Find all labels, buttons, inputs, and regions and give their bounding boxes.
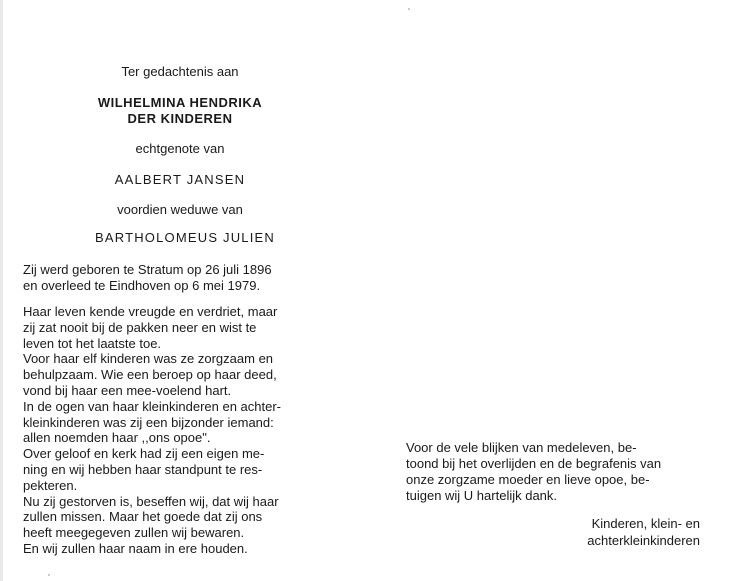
text-line: En wij zullen haar naam in ere houden. bbox=[23, 540, 248, 556]
widow-intro: voordien weduwe van bbox=[117, 202, 243, 217]
text-line: heeft meegegeven zullen wij bewaren. bbox=[23, 525, 245, 541]
thanks-line: toond bij het overlijden en de begrafenis van bbox=[406, 456, 662, 471]
death-line: en overleed te Eindhoven op 6 mei 1979. bbox=[23, 277, 261, 293]
signature-line: achterkleinkinderen bbox=[587, 533, 700, 548]
spouse-intro: echtgenote van bbox=[135, 141, 225, 156]
text-line: Haar leven kende vreugde en verdriet, maar bbox=[23, 304, 278, 319]
deceased-name-line1: WILHELMINA HENDRIKA bbox=[97, 95, 263, 110]
text-line: Voor haar elf kinderen was ze zorgzaam en bbox=[23, 351, 274, 367]
birth-death-block bbox=[23, 262, 272, 294]
text-line: kleinkinderen was zij een bijzonder iemand: bbox=[23, 414, 274, 430]
text-line: pekteren. bbox=[23, 477, 78, 493]
text-line: Over geloof en kerk had zij een eigen me- bbox=[23, 446, 265, 462]
life-text bbox=[23, 304, 281, 557]
text-line: Nu zij gestorven is, beseffen wij, dat wij haar bbox=[23, 493, 279, 509]
paper-speck bbox=[408, 8, 410, 10]
text-line: behulpzaam. Wie een beroep op haar deed, bbox=[23, 367, 277, 383]
card-edge bbox=[0, 0, 3, 581]
signature bbox=[520, 515, 700, 549]
text-line: vond bij haar een mee-voelend hart. bbox=[23, 382, 232, 398]
spouse-name: AALBERT JANSEN bbox=[114, 172, 246, 187]
signature-line: Kinderen, klein- en bbox=[591, 516, 700, 531]
thanks-line: tuigen wij U hartelijk dank. bbox=[406, 488, 558, 503]
birth-line: Zij werd geboren te Stratum op 26 juli 1896 bbox=[23, 262, 272, 277]
thanks-text bbox=[406, 440, 661, 504]
intro-line: Ter gedachtenis aan bbox=[121, 64, 239, 79]
text-line: allen noemden haar ,,ons opoe". bbox=[23, 430, 211, 446]
text-line: ning en wij hebben haar standpunt te res- bbox=[23, 461, 263, 477]
text-line: leven tot het laatste toe. bbox=[23, 335, 162, 351]
text-line: zij zat nooit bij de pakken neer en wist te bbox=[23, 319, 257, 335]
widow-name: BARTHOLOMEUS JULIEN bbox=[94, 230, 276, 245]
paper-speck bbox=[48, 574, 50, 576]
text-line: In de ogen van haar kleinkinderen en achter- bbox=[23, 398, 282, 414]
deceased-name-line2: DER KINDEREN bbox=[127, 111, 233, 126]
thanks-line: Voor de vele blijken van medeleven, be- bbox=[406, 440, 637, 455]
text-line: zullen missen. Maar het goede dat zij ons bbox=[23, 509, 263, 525]
thanks-line: onze zorgzame moeder en lieve opoe, be- bbox=[406, 472, 650, 487]
